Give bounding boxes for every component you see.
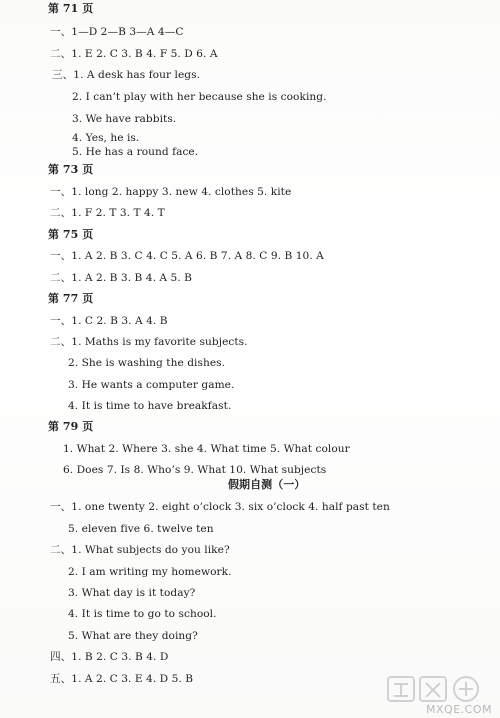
answer-line-p79-2: 6. Does 7. Is 8. Who’s 9. What 10. What subjects — [63, 464, 327, 476]
answer-line-p77-1: 一、1. C 2. B 3. A 4. B — [50, 315, 168, 327]
answer-line-st-1-1: 一、1. one twenty 2. eight o’clock 3. six o’clock 4. half past ten — [50, 501, 390, 513]
section-heading-p73: 第 73 页 — [48, 163, 94, 176]
answer-line-p75-2: 二、1. A 2. B 3. B 4. A 5. B — [50, 272, 192, 284]
answer-line-p77-2-3: 3. He wants a computer game. — [68, 379, 235, 391]
answer-line-p71-2: 二、1. E 2. C 3. B 4. F 5. D 6. A — [50, 48, 218, 60]
answer-line-p71-3-4: 4. Yes, he is. — [72, 132, 140, 144]
answer-line-self-test: 假期自测（一） — [228, 478, 306, 491]
answer-line-st-2-1: 二、1. What subjects do you like? — [50, 544, 230, 556]
section-heading-p75: 第 75 页 — [48, 228, 94, 241]
answer-line-st-2-3: 3. What day is it today? — [68, 587, 196, 599]
answer-line-p75-1: 一、1. A 2. B 3. C 4. C 5. A 6. B 7. A 8. C 9. B 10. A — [50, 250, 324, 262]
answer-line-p71-3-5: 5. He has a round face. — [72, 146, 199, 158]
answer-line-p73-2: 二、1. F 2. T 3. T 4. T — [50, 207, 165, 219]
answer-line-p71-3-3: 3. We have rabbits. — [72, 113, 177, 125]
answer-line-st-5: 五、1. A 2. C 3. E 4. D 5. B — [50, 673, 194, 685]
answer-line-p79-1: 1. What 2. Where 3. she 4. What time 5. What colour — [63, 443, 350, 455]
section-heading-p79: 第 79 页 — [48, 420, 94, 433]
answer-line-p71-1: 一、1—D 2—B 3—A 4—C — [50, 26, 184, 38]
answer-line-st-4: 四、1. B 2. C 3. B 4. D — [50, 651, 169, 663]
answer-line-p71-3-1: 三、1. A desk has four legs. — [52, 69, 200, 81]
answer-line-p73-1: 一、1. long 2. happy 3. new 4. clothes 5. kite — [50, 186, 292, 198]
answer-line-p77-2-2: 2. She is washing the dishes. — [68, 357, 226, 369]
watermark-text: MXQE.COM — [426, 703, 492, 716]
answer-line-p71-3-2: 2. I can’t play with her because she is cooking. — [72, 91, 327, 103]
answer-line-st-2-5: 5. What are they doing? — [68, 630, 198, 642]
section-heading-p77: 第 77 页 — [48, 292, 94, 305]
answer-line-st-1-2: 5. eleven five 6. twelve ten — [68, 523, 214, 535]
answer-line-p77-2-1: 二、1. Maths is my favorite subjects. — [50, 336, 248, 348]
answer-line-p77-2-4: 4. It is time to have breakfast. — [68, 400, 232, 412]
section-heading-p71: 第 71 页 — [48, 2, 94, 15]
answer-line-st-2-2: 2. I am writing my homework. — [68, 566, 232, 578]
answer-line-st-2-4: 4. It is time to go to school. — [68, 608, 217, 620]
